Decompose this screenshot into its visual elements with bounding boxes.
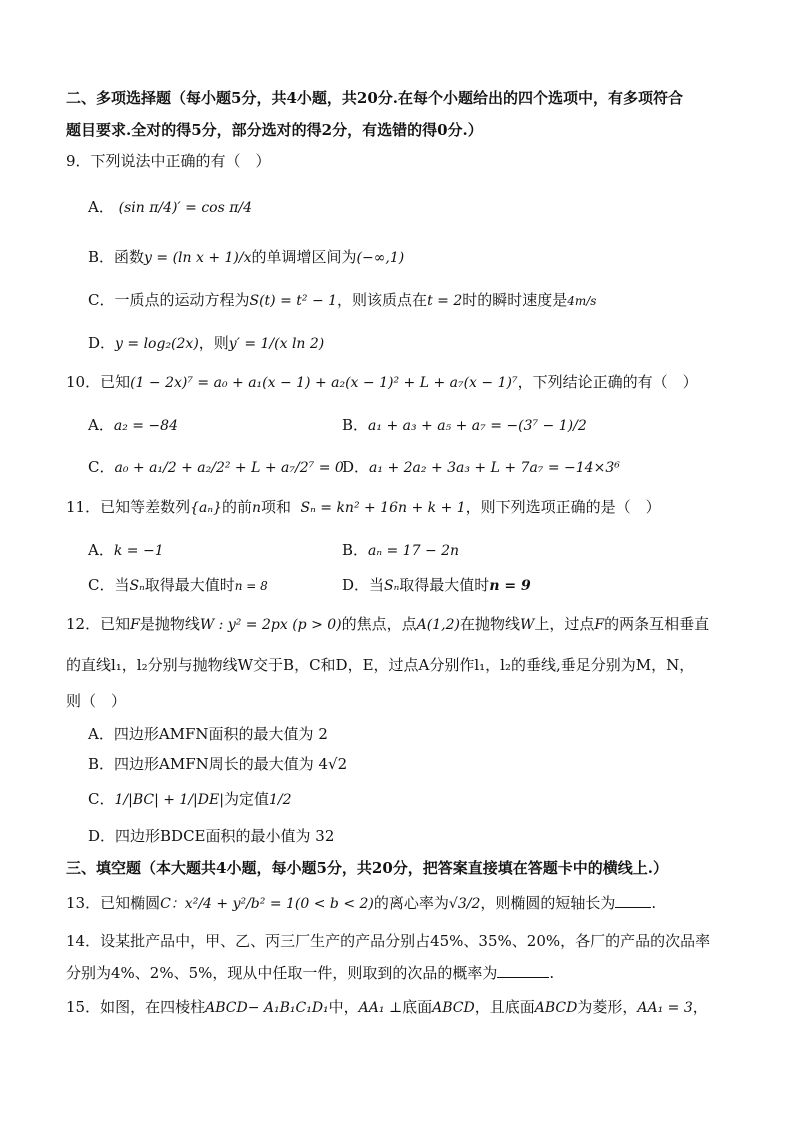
math-expression: AA₁ ⊥ [358,1000,403,1016]
option-text: 取得最大值时 [399,576,490,594]
section3-header: 三、填空题（本大题共4小题，每小题5分，共20分，把答案直接填在答题卡中的横线上.） [66,859,668,877]
q12-stem-line3: 则（ ） [66,692,127,710]
question-text: 在抛物线 [459,615,520,633]
q11-option-a [88,540,164,561]
math-expression: ABCD [432,1000,475,1016]
question-text: 的前 [221,498,252,516]
math-expression: (−∞,1) [356,250,405,266]
question-text: 的离心率为 [373,894,449,912]
math-expression: n = 9 [489,578,531,594]
math-expression: k = −1 [113,543,164,559]
math-expression: {aₙ} [190,500,222,516]
q9-stem: 9．下列说法中正确的有（ ） [66,152,271,170]
option-label: A． [88,416,114,434]
math-expression: F [130,617,140,633]
math-expression: (1 − 2x)⁷ = a₀ + a₁(x − 1) + a₂(x − 1)² + L + a₇(x − 1)⁷ [130,375,518,391]
question-text: 项和 [260,498,291,516]
q12-stem-line1 [66,614,709,635]
math-expression: a₂ = −84 [113,418,178,434]
math-expression: a₁ + 2a₂ + 3a₃ + L + 7a₇ = −14×3⁶ [369,460,620,476]
question-text: 上，过点 [534,615,595,633]
math-expression: y′ = 1/(x ln 2) [228,336,325,352]
question-text: 为菱形， [577,998,638,1016]
question-text: 12．已知 [66,615,131,633]
math-expression: Sₙ = kn² + 16n + k + 1 [300,500,466,516]
option-text: ，则该质点在 [337,291,428,309]
q15-stem [66,997,708,1018]
option-label: A． [88,541,114,559]
option-text: 取得最大值时 [144,576,235,594]
math-expression: 4m/s [567,294,597,308]
question-text: 10．已知 [66,373,131,391]
math-expression: C：x²/4 + y²/b² = 1(0 < b < 2) [160,896,374,912]
math-expression: F [594,617,605,633]
q11-option-b [342,540,459,561]
q9-option-d [88,333,324,354]
math-expression: 1/|BC| + 1/|DE| [114,792,224,808]
q10-option-a [88,415,178,436]
math-expression: AA₁ = 3 [637,1000,693,1016]
q9-option-a [88,197,252,218]
math-expression: n [251,500,261,516]
section2-header-line2: 题目要求.全对的得5分，部分选对的得2分，有选错的得0分.） [66,121,483,139]
answer-blank[interactable] [615,893,651,908]
question-text: 11．已知等差数列 [66,498,191,516]
q12-option-a: A．四边形AMFN面积的最大值为 2 [88,725,328,743]
q14-stem-line1: 14．设某批产品中，甲、乙、丙三厂生产的产品分别占45%、35%、20%，各厂的产品的次品率 [66,932,711,950]
math-expression: Sₙ [129,578,145,594]
option-label: A． [88,198,114,216]
question-text: 的两条互相垂直 [604,615,710,633]
math-expression: aₙ = 17 − 2n [368,543,460,559]
question-text: . [651,894,657,912]
math-expression: a₀ + a₁/2 + a₂/2² + L + a₇/2⁷ = 0 [114,460,344,476]
question-text: ，则下列选项正确的是（ ） [465,498,661,516]
math-expression: W : y² = 2px (p > 0) [199,617,342,633]
q10-option-c [88,457,344,478]
q12-stem-line2: 的直线l₁，l₂分别与抛物线W交于B，C和D，E，过点A分别作l₁，l₂的垂线,垂足分别为M，N， [66,656,695,674]
math-expression: Sₙ [384,578,400,594]
option-text: ，则 [198,334,229,352]
question-text: 13．已知椭圆 [66,894,161,912]
option-label: C． [88,458,115,476]
question-text: 15．如图，在四棱柱 [66,998,206,1016]
question-text: ，且底面 [474,998,535,1016]
q10-stem [66,372,698,393]
math-expression: n = 8 [234,579,268,593]
question-text: ，则椭圆的短轴长为 [480,894,616,912]
q9-option-c [88,290,596,311]
math-expression: ABCD− A₁B₁C₁D₁ [205,1000,329,1016]
option-label: B． [88,248,115,266]
q12-option-d: D．四边形BDCE面积的最小值为 32 [88,827,335,845]
math-expression: S(t) = t² − 1 [249,293,338,309]
q13-stem [66,893,656,914]
answer-blank[interactable] [497,963,549,978]
question-text: ， [692,998,708,1016]
q10-option-b [342,415,587,436]
question-text: ，下列结论正确的有（ ） [517,373,698,391]
option-text: 的单调增区间为 [251,248,357,266]
q14-stem-line2 [66,963,554,983]
option-label: C． [88,790,115,808]
question-text: 分别为4%、2%、5%，现从中任取一件，则取到的次品的概率为 [66,964,498,982]
question-text: 是抛物线 [139,615,200,633]
math-expression: W [519,617,535,633]
section2-header-line1: 二、多项选择题（每小题5分，共4小题，共20分.在每个小题给出的四个选项中，有多项符合 [66,89,683,107]
option-text: 函数 [114,248,145,266]
option-label: D． [342,458,370,476]
option-label: D． [88,334,116,352]
math-expression: (sin π/4)′ = cos π/4 [118,200,253,216]
option-text: 时的瞬时速度是 [462,291,568,309]
q11-option-d [342,575,531,596]
option-text: D．当 [342,576,385,594]
question-text: 底面 [402,998,433,1016]
option-text: C．当 [88,576,130,594]
math-expression: a₁ + a₃ + a₅ + a₇ = −(3⁷ − 1)/2 [368,418,587,434]
math-expression: A(1,2) [416,617,460,633]
option-text: 为定值 [223,790,269,808]
option-label: B． [342,416,369,434]
math-expression: t = 2 [427,293,463,309]
q11-stem [66,497,661,518]
q11-option-c [88,575,268,596]
option-text: C．一质点的运动方程为 [88,291,250,309]
question-text: . [549,964,555,982]
q12-option-b: B．四边形AMFN周长的最大值为 4√2 [88,755,348,773]
option-label: B． [342,541,369,559]
q9-option-b [88,247,404,268]
math-expression: 1/2 [268,792,292,808]
math-expression: ABCD [534,1000,578,1016]
math-expression: y = log₂(2x) [115,336,199,352]
math-expression: √3/2 [448,896,481,912]
q10-option-d [342,457,620,478]
q12-option-c [88,789,291,810]
question-text: 的焦点，点 [341,615,417,633]
math-expression: y = (ln x + 1)/x [144,250,252,266]
question-text: 中， [328,998,359,1016]
